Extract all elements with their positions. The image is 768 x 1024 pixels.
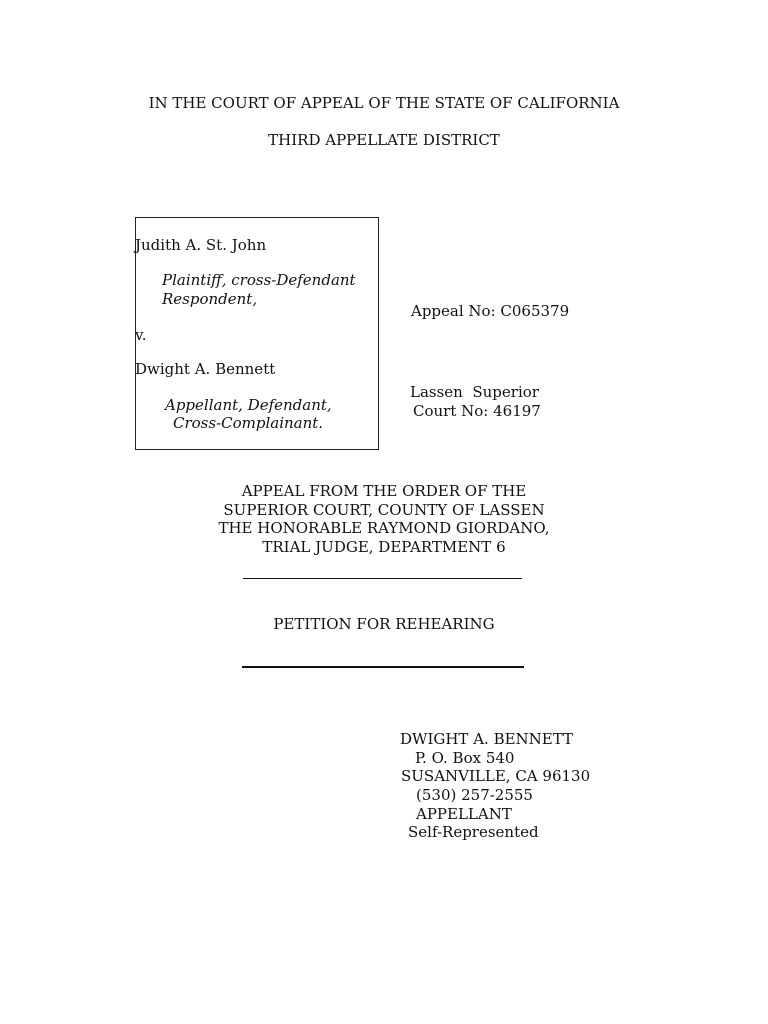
document-title: PETITION FOR REHEARING xyxy=(273,615,495,633)
divider-rule-top xyxy=(243,578,522,579)
filer-address-line-2: SUSANVILLE, CA 96130 xyxy=(401,767,591,785)
superior-court-line-1: Lassen Superior xyxy=(410,383,539,401)
plaintiff-name: Judith A. St. John xyxy=(135,236,267,254)
plaintiff-role-line-1: Plaintiff, cross-Defendant xyxy=(162,271,356,289)
filer-name: DWIGHT A. BENNETT xyxy=(400,730,574,748)
versus: v. xyxy=(135,326,147,344)
filer-role: APPELLANT xyxy=(416,805,512,823)
appeal-number: Appeal No: C065379 xyxy=(411,302,570,320)
appeal-from-line-1: APPEAL FROM THE ORDER OF THE xyxy=(241,482,527,500)
superior-court-number: Court No: 46197 xyxy=(413,402,541,420)
plaintiff-role-line-2: Respondent, xyxy=(162,290,258,308)
filer-phone: (530) 257-2555 xyxy=(416,786,533,804)
appeal-from-line-3: THE HONORABLE RAYMOND GIORDANO, xyxy=(218,519,550,537)
appeal-from-line-4: TRIAL JUDGE, DEPARTMENT 6 xyxy=(262,538,506,556)
filer-address-line-1: P. O. Box 540 xyxy=(415,749,515,767)
filer-status: Self-Represented xyxy=(408,823,539,841)
defendant-role-line-1: Appellant, Defendant, xyxy=(165,396,332,414)
appeal-from-line-2: SUPERIOR COURT, COUNTY OF LASSEN xyxy=(223,501,545,519)
defendant-role-line-2: Cross-Complainant. xyxy=(173,414,324,432)
defendant-name: Dwight A. Bennett xyxy=(135,360,276,378)
court-name: IN THE COURT OF APPEAL OF THE STATE OF CALIFORNIA xyxy=(148,94,620,112)
court-district: THIRD APPELLATE DISTRICT xyxy=(268,131,500,149)
divider-rule-bottom xyxy=(242,666,524,668)
